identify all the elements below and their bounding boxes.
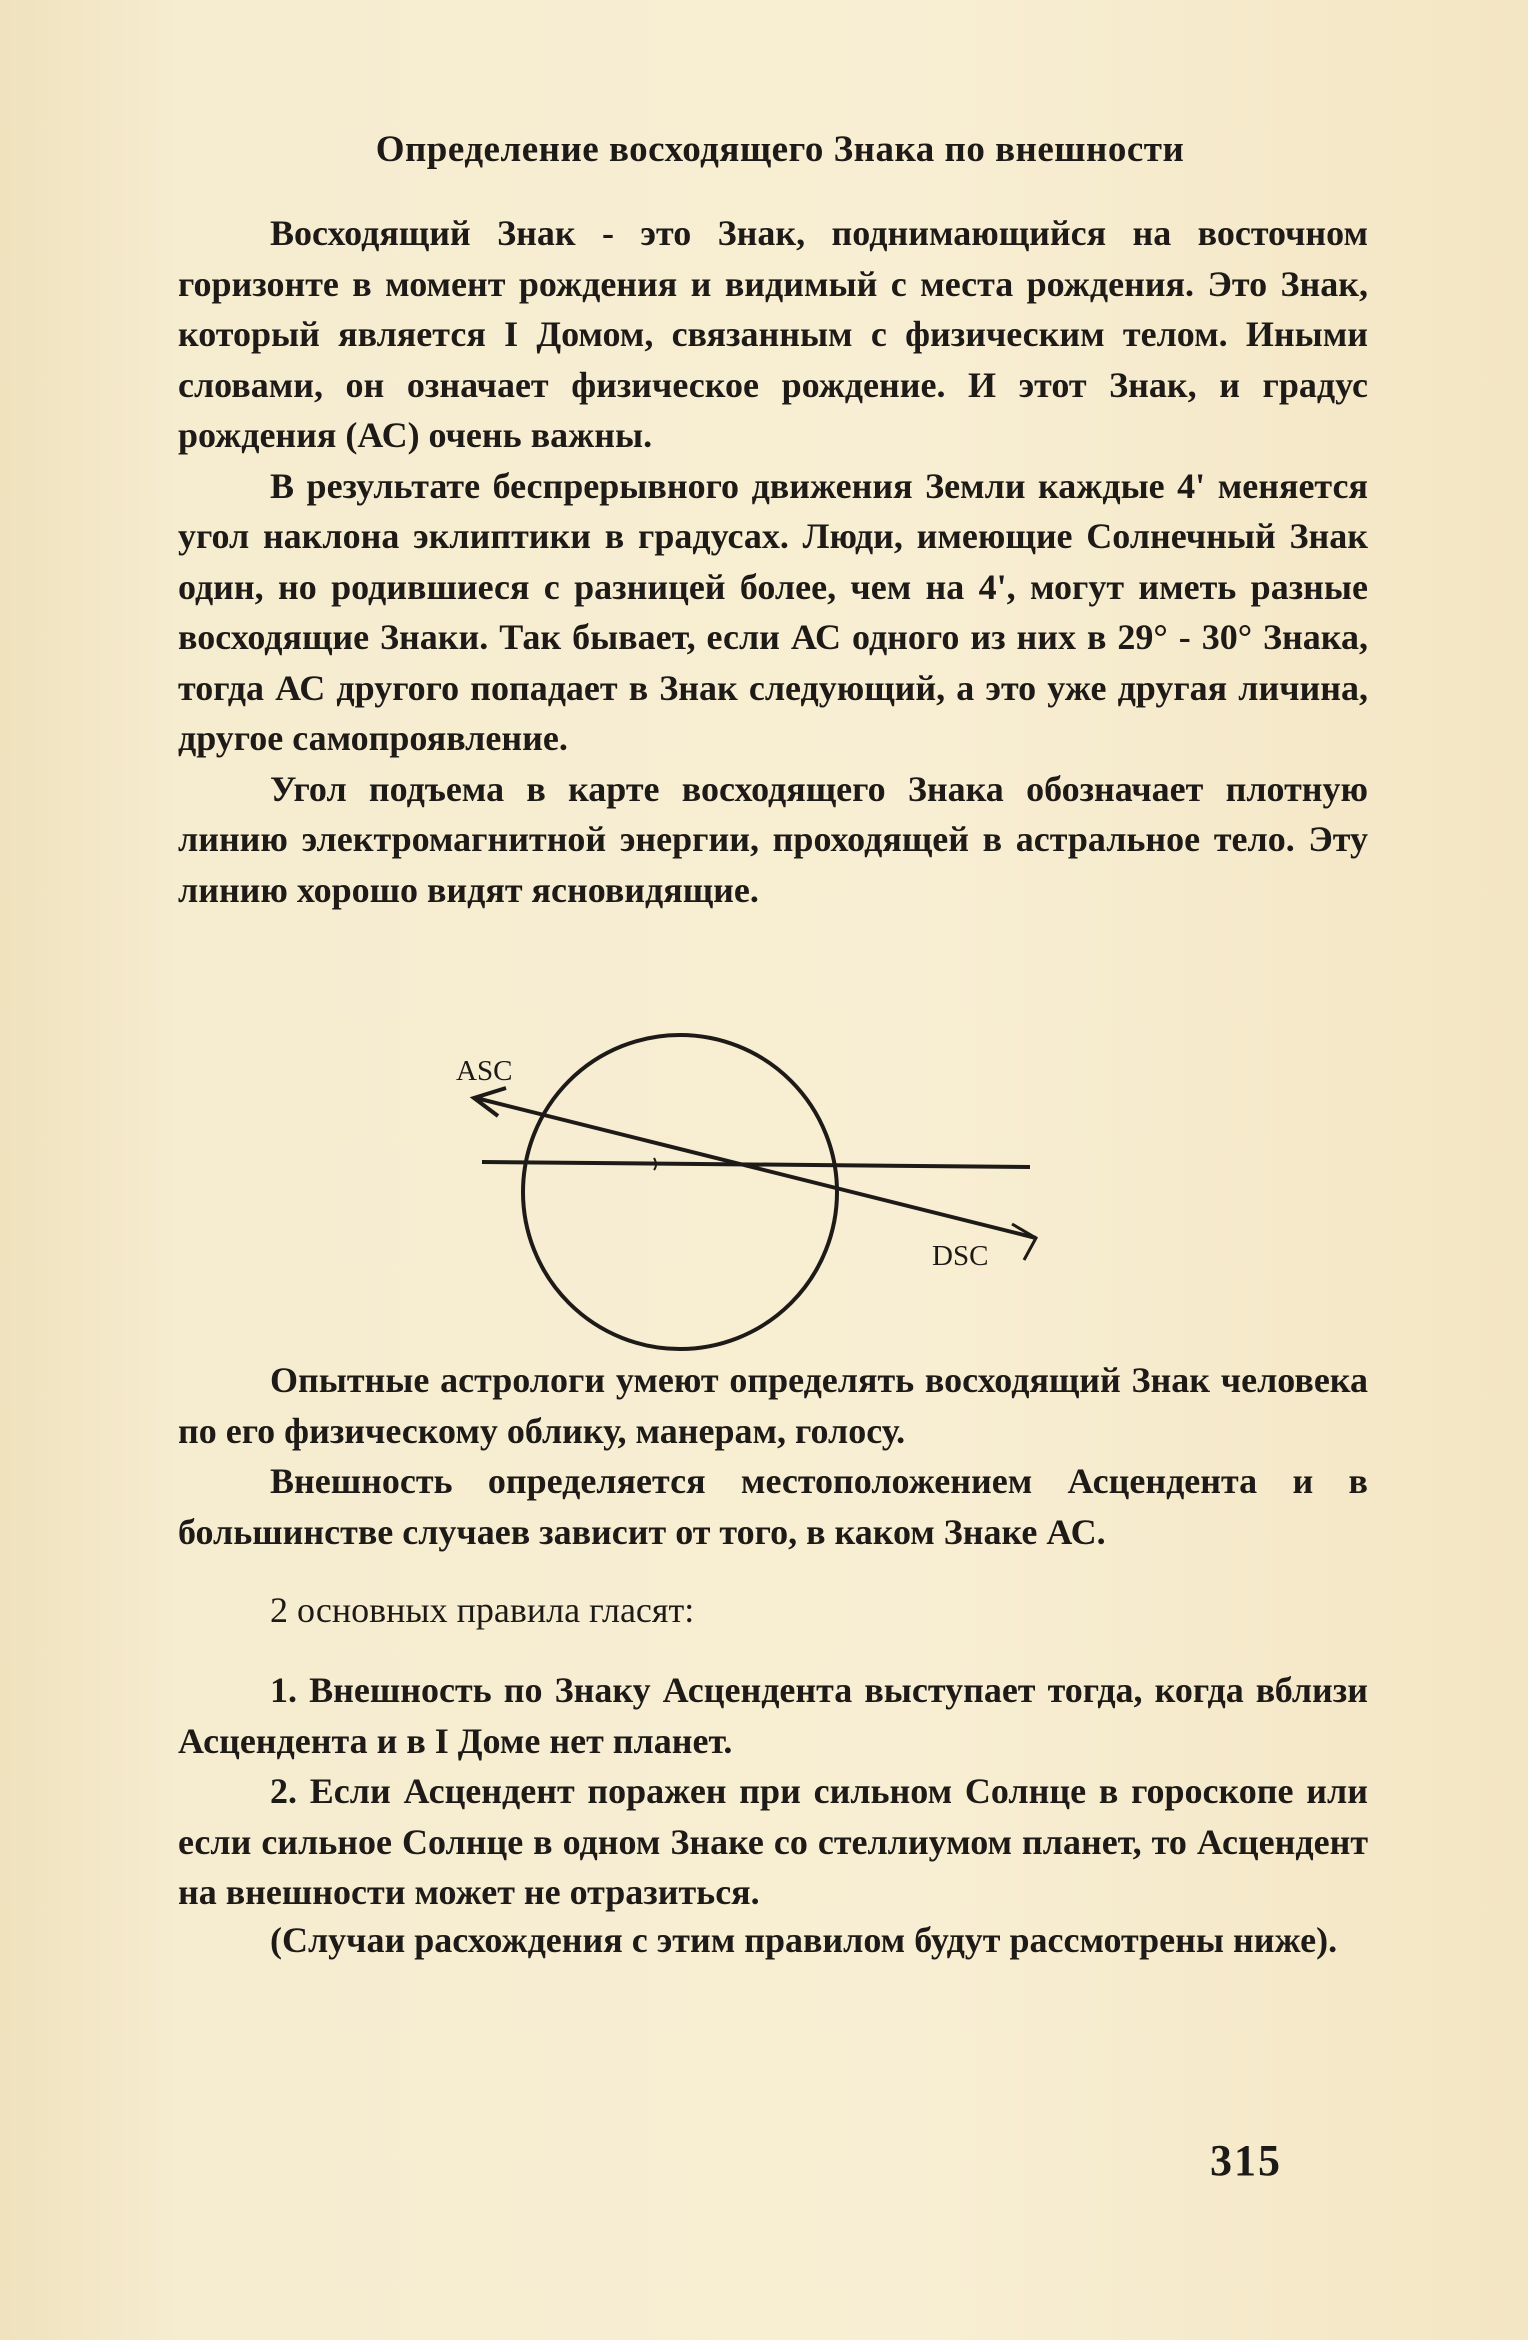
bottom-text-block — [178, 1355, 1368, 1557]
dsc-label: DSC — [932, 1240, 989, 1272]
page-number: 315 — [1210, 2136, 1282, 2185]
ascendant-diagram — [440, 970, 1060, 1360]
paragraph: Опытные астрологи умеют определять восходящий Знак человека по его физическому облику, манерам, голосу. — [178, 1360, 1368, 1451]
rule-item: 1. Внешность по Знаку Асцендента выступает тогда, когда вблизи Асцендента и в I Доме нет планет. — [178, 1670, 1368, 1761]
paragraph: В результате беспрерывного движения Земли каждые 4' меняется угол наклона эклиптики в градусах. Люди, имеющие Солнечный Знак один, но родившиеся с разницей более, чем на 4', могут иметь разные восходящие Знаки. Так бывает, если АС одного из них в 29° - 30° Знака, тогда АС другого попадает в Знак следующий, а это уже другая личина, другое самопроявление. — [178, 465, 1368, 758]
page-title: Определение восходящего Знака по внешности — [375, 129, 1185, 170]
rules-block — [178, 1665, 1368, 1918]
paragraph: Угол подъема в карте восходящего Знака обозначает плотную линию электромагнитной энергии, проходящей в астральное тело. Эту линию хорошо видят ясновидящие. — [178, 768, 1368, 910]
note-block — [178, 1915, 1368, 1966]
rule-item: 2. Если Асцендент поражен при сильном Солнце в гороскопе или если сильное Солнце в одном Знаке со стеллиумом планет, то Асцендент на внешности может не отразиться. — [178, 1771, 1368, 1912]
dsc-tail — [1012, 1224, 1036, 1260]
paragraph: Восходящий Знак - это Знак, поднимающийся на восточном горизонте в момент рождения и видимый с места рождения. Это Знак, который является I Домом, связанным с физическим телом. Иными словами, он означает физическое рождение. И этот Знак, и градус рождения (АС) очень важны. — [178, 213, 1368, 455]
paragraph: Внешность определяется местоположением Асцендента и в большинстве случаев зависит от того, в каком Знаке АС. — [178, 1461, 1368, 1552]
rules-intro: 2 основных правила гласят: — [270, 1590, 695, 1630]
top-text-block — [178, 208, 1368, 915]
asc-label: ASC — [456, 1055, 513, 1087]
note: (Случаи расхождения с этим правилом будут рассмотрены ниже). — [270, 1920, 1338, 1960]
rules-intro-block — [178, 1585, 1368, 1636]
horoscope-circle — [523, 1035, 837, 1349]
